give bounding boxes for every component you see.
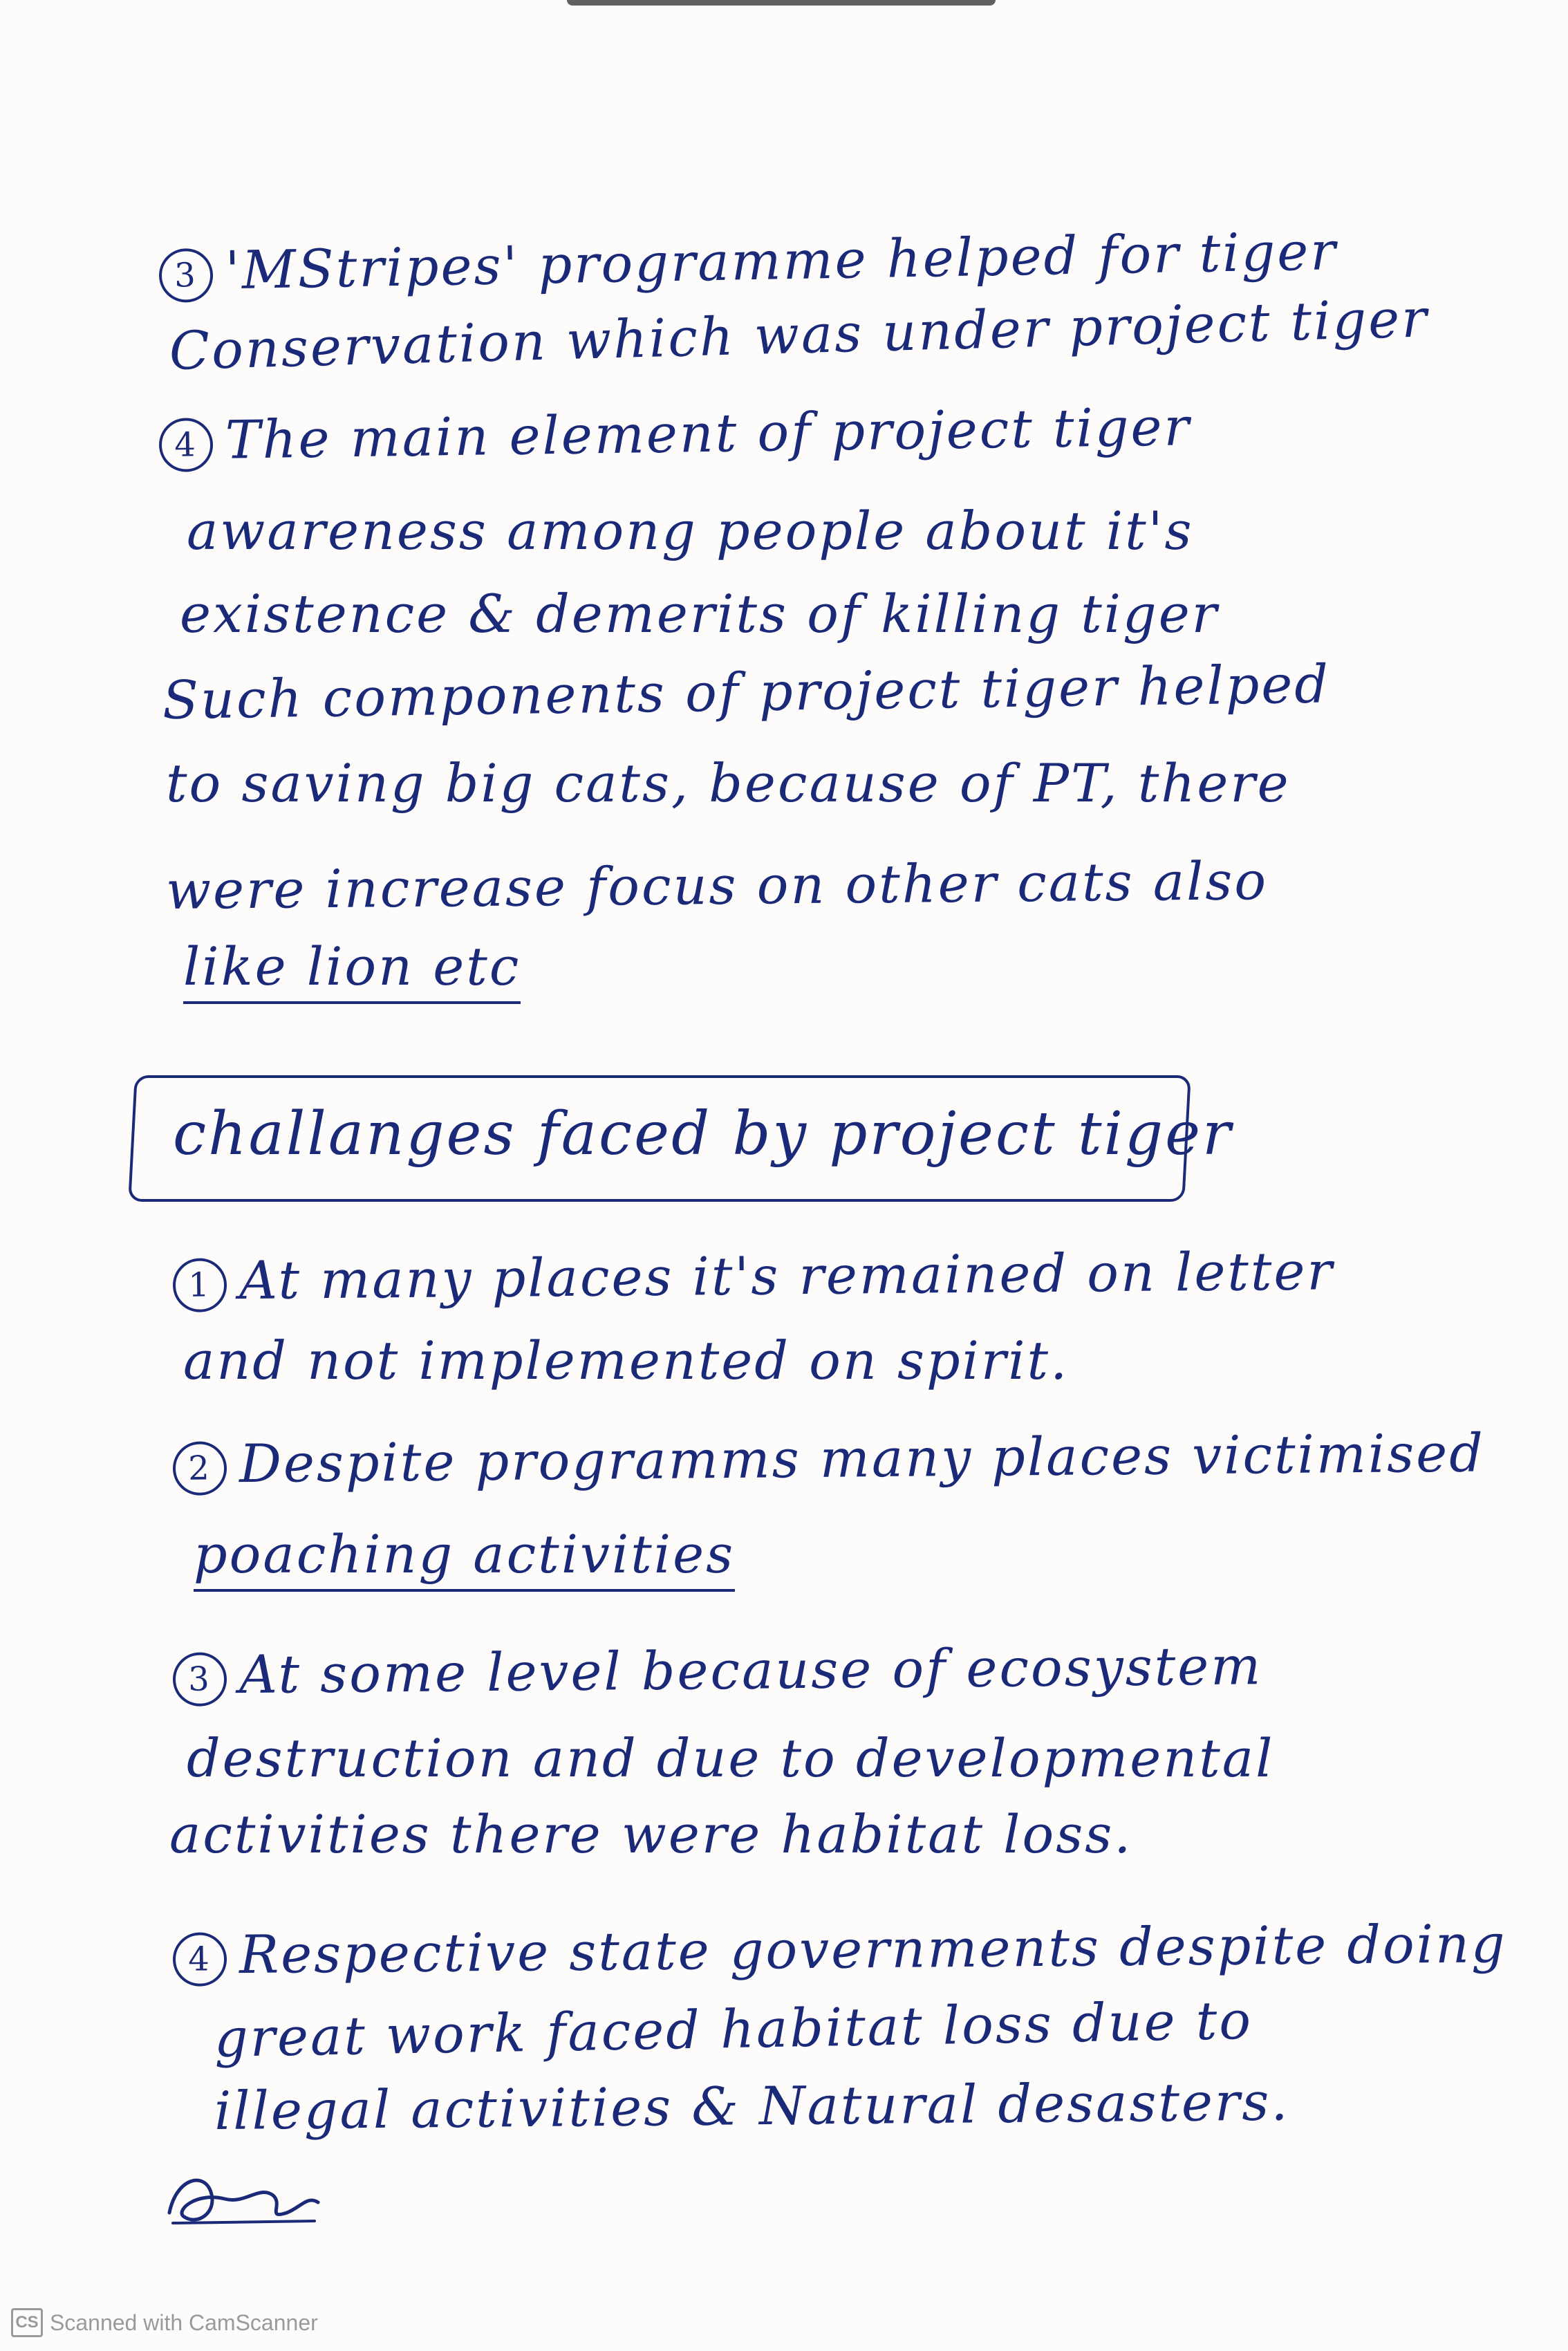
challenge-line — [173, 1422, 1486, 1496]
note-text: like lion etc — [183, 936, 521, 1004]
section-heading: challanges faced by project tiger — [173, 1099, 1233, 1169]
note-line — [158, 220, 1338, 303]
point-number: 3 — [158, 248, 213, 303]
watermark-text: Scanned with CamScanner — [50, 2310, 318, 2335]
challenge-line — [187, 1727, 1275, 1789]
note-text: At many places it's remained on letter — [239, 1240, 1335, 1312]
note-text: The main element of project tiger — [225, 396, 1192, 471]
note-line — [162, 653, 1331, 731]
point-number: 4 — [158, 418, 213, 472]
challenge-line — [183, 1330, 1070, 1391]
signature-scribble — [156, 2164, 335, 2233]
note-line — [166, 752, 1291, 814]
note-text: Conservation which was under project tiger — [168, 287, 1430, 382]
note-text: were increase focus on other cats also — [165, 850, 1269, 921]
challenge-line — [169, 1803, 1133, 1865]
challenge-line — [173, 1913, 1507, 1987]
note-text: 'MStripes' programme helped for tiger — [225, 220, 1338, 301]
note-line — [165, 850, 1269, 921]
scanner-watermark — [11, 2308, 318, 2337]
note-line — [187, 500, 1194, 561]
note-text: great work faced habitat loss due to — [214, 1989, 1253, 2069]
note-line — [180, 583, 1220, 644]
note-text: Despite programms many places victimised — [239, 1422, 1486, 1495]
note-text: At some level because of ecosystem — [239, 1635, 1263, 1706]
challenge-line — [214, 1989, 1253, 2069]
note-text: and not implemented on spirit. — [183, 1330, 1070, 1391]
note-line — [183, 936, 521, 997]
note-text: Such components of project tiger helped — [162, 653, 1331, 731]
note-line — [158, 396, 1192, 472]
challenge-line — [194, 1523, 736, 1585]
note-text: poaching activities — [194, 1523, 735, 1592]
note-line — [168, 287, 1430, 382]
note-text: Respective state governments despite doing — [239, 1913, 1507, 1986]
point-number: 2 — [173, 1441, 227, 1496]
note-text: existence & demerits of killing tiger — [180, 583, 1220, 644]
note-text: destruction and due to developmental — [187, 1727, 1275, 1789]
point-number: 4 — [173, 1932, 227, 1987]
note-text: illegal activities & Natural desasters. — [214, 2070, 1290, 2141]
note-text: to saving big cats, because of PT, there — [166, 752, 1291, 814]
challenge-line — [173, 1635, 1263, 1707]
challenge-line — [214, 2070, 1290, 2141]
note-text: awareness among people about it's — [187, 500, 1194, 561]
camscanner-logo-icon: CS — [11, 2308, 43, 2337]
point-number: 3 — [173, 1652, 227, 1707]
point-number: 1 — [173, 1258, 227, 1312]
note-text: activities there were habitat loss. — [169, 1803, 1133, 1865]
challenge-line — [173, 1240, 1335, 1312]
